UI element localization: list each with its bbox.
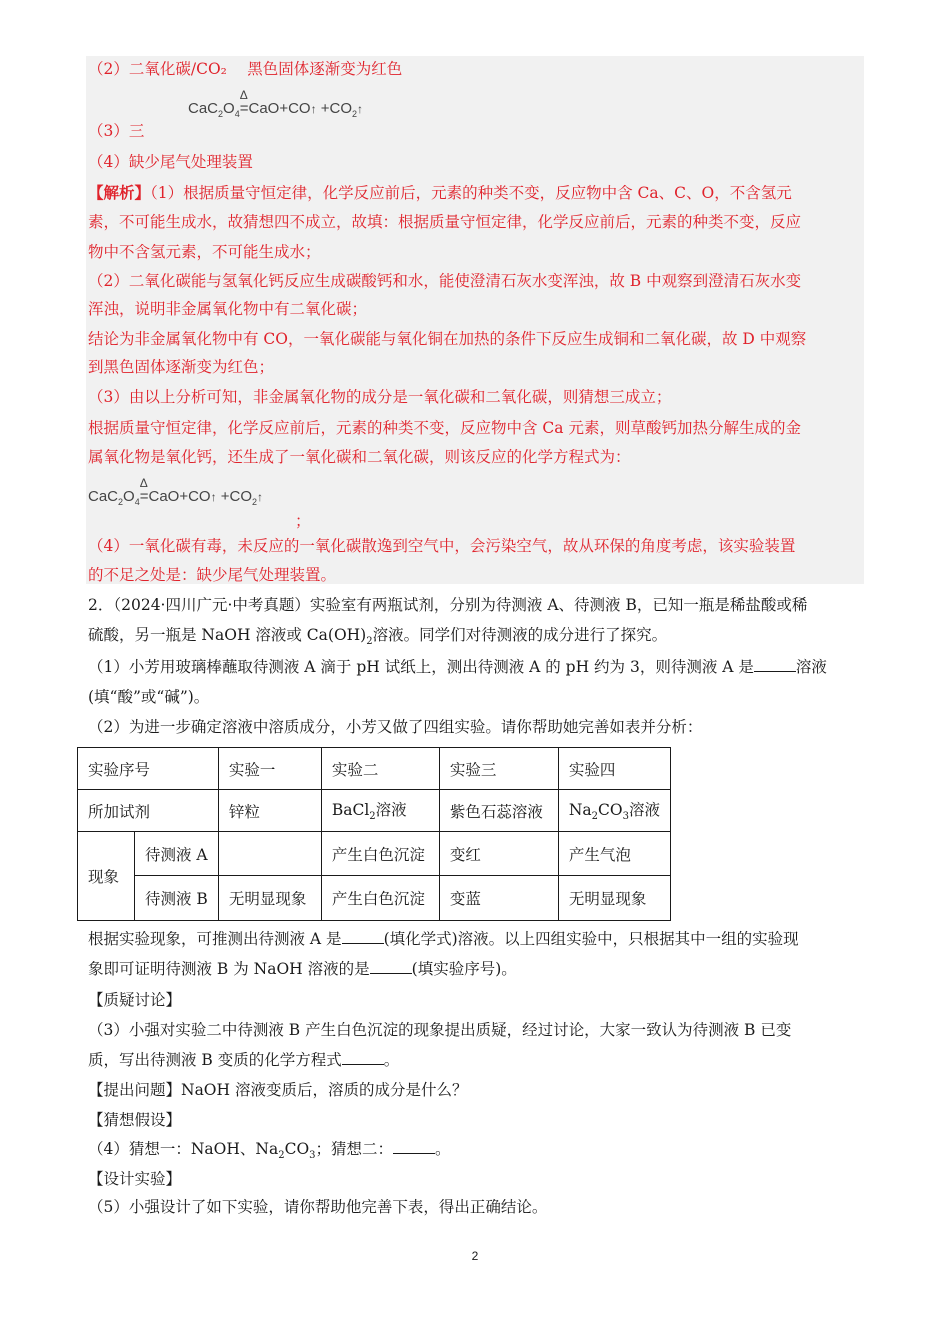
analysis-line-10: 属氧化物是氧化钙，还生成了一氧化碳和二氧化碳，则该反应的化学方程式为：: [88, 448, 631, 466]
analysis-tag: 【解析】: [88, 183, 151, 202]
question-part-1: （1）小芳用玻璃棒蘸取待测液 A 滴于 pH 试纸上，测出待测液 A 的 pH 约为 3，则待测液 A 是 溶液: [88, 658, 827, 676]
analysis-line-4: （2）二氧化碳能与氢氧化钙反应生成碳酸钙和水，能使澄清石灰水变浑浊，故 B 中观察到澄清石灰水变: [88, 272, 802, 290]
analysis-line-8: （3）由以上分析可知，非金属氧化物的成分是一氧化碳和二氧化碳，则猜想三成立；: [88, 388, 672, 406]
table-row: 现象 待测液 A 产生白色沉淀 变红 产生气泡: [78, 832, 671, 876]
answer-4: （4）缺少尾气处理装置: [88, 153, 253, 171]
analysis-question-2: 象即可证明待测液 B 为 NaOH 溶液的是 (填实验序号)。: [88, 960, 517, 978]
section-question: 【提出问题】NaOH 溶液变质后，溶质的成分是什么？: [88, 1081, 468, 1099]
answer-2: （2）二氧化碳/CO₂ 黑色固体逐渐变为红色: [88, 60, 403, 78]
answer-3: （3）三: [88, 122, 145, 140]
chemical-equation-2: $CaC_2O_4$ Δ =CaO+CO↑ $+CO_2↑$: [88, 476, 264, 507]
table-row: 实验序号 实验一 实验二 实验三 实验四: [78, 748, 671, 790]
analysis-line-5: 浑浊，说明非金属氧化物中有二氧化碳；: [88, 300, 368, 318]
question-2-intro-2: 硫酸，另一瓶是 NaOH 溶液或 $Ca(OH)_2$溶液。同学们对待测液的成分进行了探究。: [88, 626, 668, 648]
semicolon: ；: [295, 512, 311, 530]
section-discussion: 【质疑讨论】: [88, 991, 182, 1009]
table-row: 所加试剂 锌粒 BaCl$_2$溶液 紫色石蕊溶液 $Na_2CO_3$溶液: [78, 790, 671, 832]
chemical-equation: $CaC_2O_4$ Δ =CaO+CO↑ $+CO_2↑$: [188, 88, 364, 119]
answer-blank[interactable]: [370, 959, 412, 974]
section-hypothesis: 【猜想假设】: [88, 1111, 182, 1129]
answer-blank[interactable]: [342, 929, 384, 944]
analysis-line-9: 根据质量守恒定律，化学反应前后，元素的种类不变，反应物中含 Ca 元素，则草酸钙加热分解生成的金: [88, 419, 801, 437]
question-part-3-cont: 质，写出待测液 B 变质的化学方程式 。: [88, 1051, 400, 1069]
question-part-4: （4）猜想一：NaOH、$Na_2CO_3$；猜想二： 。: [88, 1140, 451, 1162]
experiment-table: [77, 747, 671, 921]
answer-blank[interactable]: [754, 657, 796, 672]
question-part-3: （3）小强对实验二中待测液 B 产生白色沉淀的现象提出质疑，经过讨论，大家一致认为待测液 B 已变: [88, 1021, 792, 1039]
question-part-2: （2）为进一步确定溶液中溶质成分，小芳又做了四组实验。请你帮助她完善如表并分析：: [88, 718, 703, 736]
question-2-intro: 2．（2024·四川广元·中考真题）实验室有两瓶试剂，分别为待测液 A、待测液 B，已知一瓶是稀盐酸或稀: [88, 596, 808, 614]
analysis-line-1: 【解析】（1）根据质量守恒定律，化学反应前后，元素的种类不变，反应物中含 Ca、C、O，不含氢元: [88, 183, 792, 202]
analysis-line-3: 物中不含氢元素，不可能生成水；: [88, 243, 321, 261]
analysis-line-11: （4）一氧化碳有毒，未反应的一氧化碳散逸到空气中，会污染空气，故从环保的角度考虑，该实验装置: [88, 537, 796, 555]
analysis-line-12: 的不足之处是：缺少尾气处理装置。: [88, 566, 337, 584]
analysis-line-7: 到黑色固体逐渐变为红色；: [88, 358, 275, 376]
answer-blank[interactable]: [342, 1050, 384, 1065]
question-part-5: （5）小强设计了如下实验，请你帮助他完善下表，得出正确结论。: [88, 1198, 548, 1216]
section-design: 【设计实验】: [88, 1170, 182, 1188]
analysis-line-2: 素，不可能生成水，故猜想四不成立，故填：根据质量守恒定律，化学反应前后，元素的种类不变，反应: [88, 213, 802, 231]
answer-blank[interactable]: [393, 1139, 435, 1154]
table-row: 待测液 B 无明显现象 产生白色沉淀 变蓝 无明显现象: [78, 876, 671, 921]
page-number: 2: [471, 1249, 479, 1263]
analysis-line-6: 结论为非金属氧化物中有 CO，一氧化碳能与氧化铜在加热的条件下反应生成铜和二氧化碳，故 D 中观察: [88, 330, 807, 348]
analysis-question-1: 根据实验现象，可推测出待测液 A 是 (填化学式)溶液。以上四组实验中，只根据其中一组的实验现: [88, 930, 799, 948]
question-part-1-hint: (填“酸”或“碱”)。: [88, 688, 210, 706]
